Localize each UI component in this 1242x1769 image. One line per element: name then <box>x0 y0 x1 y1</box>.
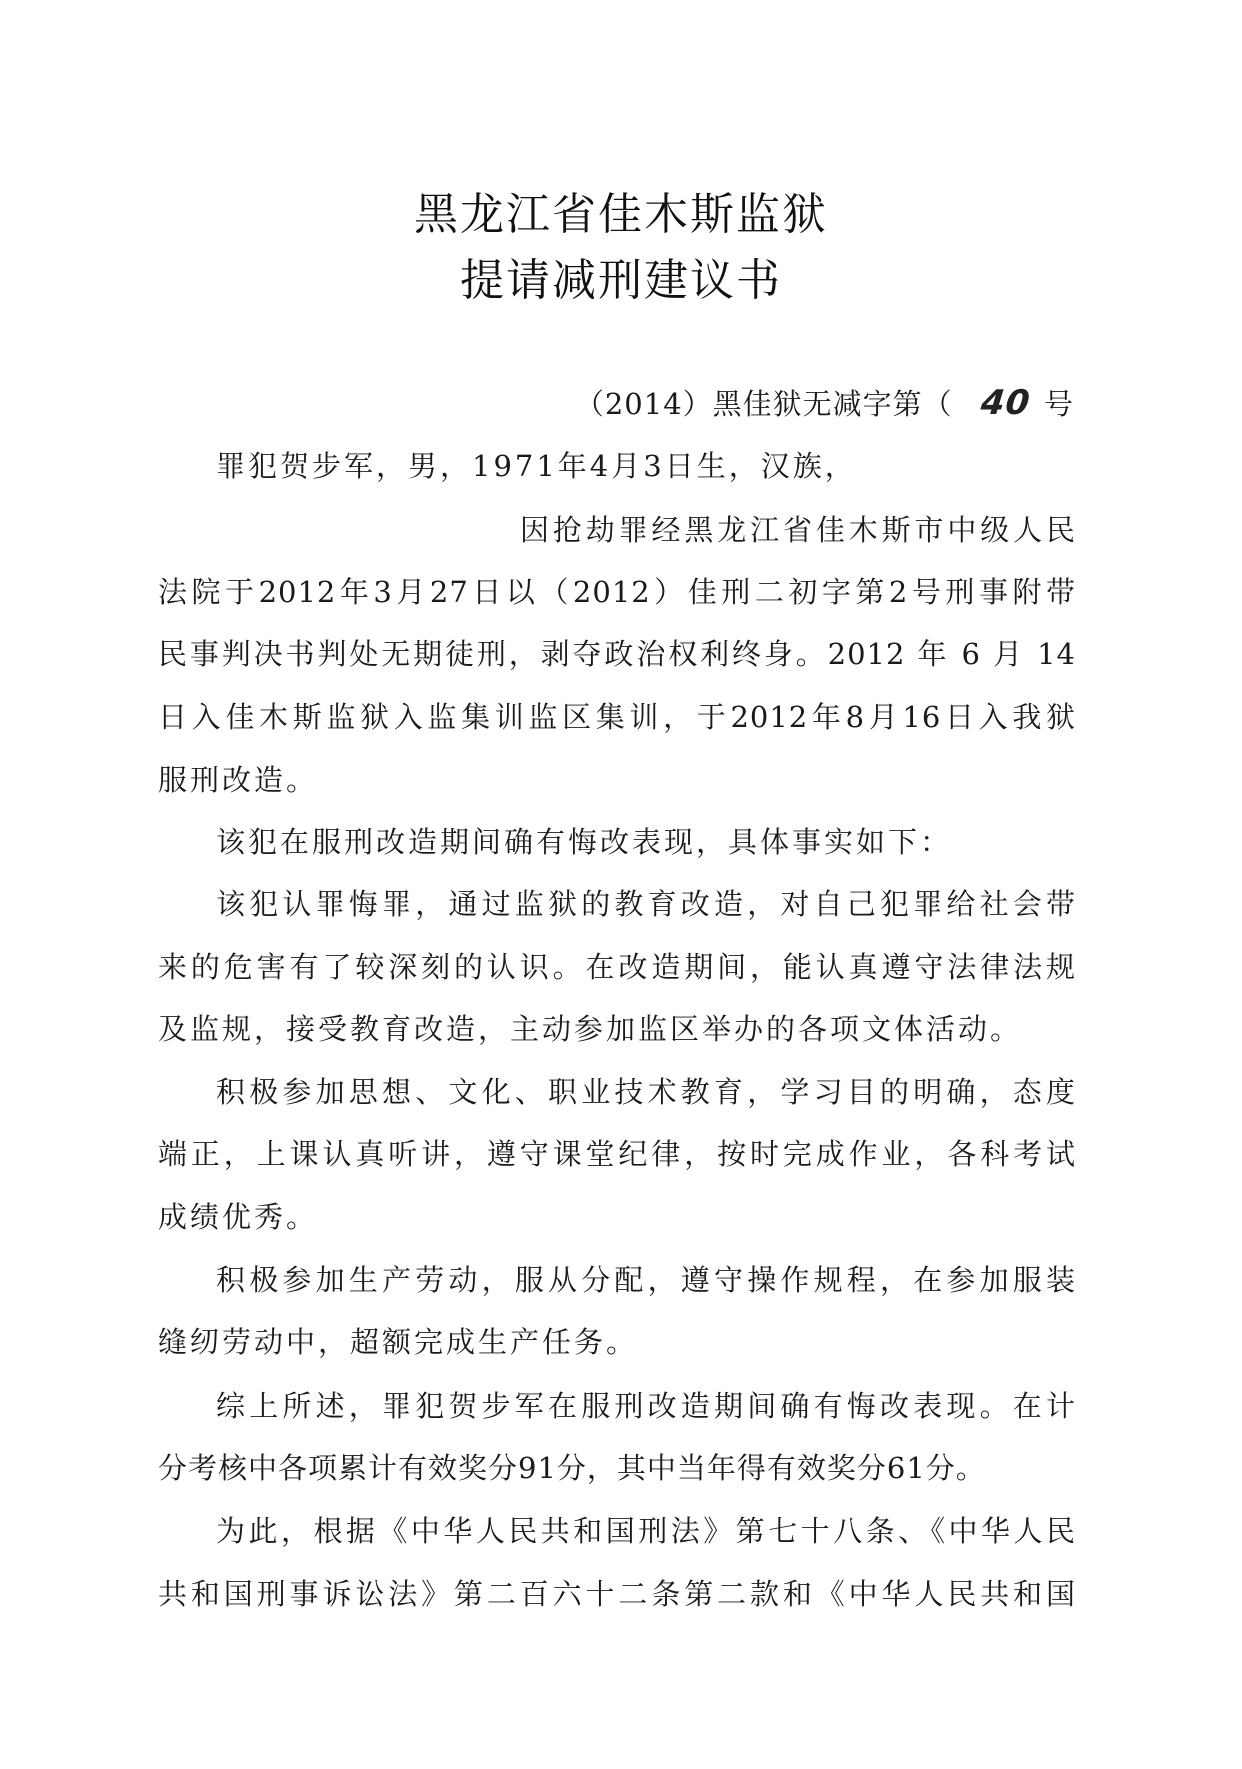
body-line: 分考核中各项累计有效奖分91分，其中当年得有效奖分61分。 <box>158 1451 986 1485</box>
body-line: 及监规，接受教育改造，主动参加监区举办的各项文体活动。 <box>158 1012 1023 1046</box>
document-number-suffix: 号 <box>1043 387 1074 421</box>
body-line: 成绩优秀。 <box>158 1200 319 1234</box>
document-title-line1: 黑龙江省佳木斯监狱 <box>414 189 828 240</box>
body-line: 民事判决书判处无期徒刑，剥夺政治权利终身。2012 年 6 月 14 <box>158 637 1076 671</box>
body-line: 综上所述，罪犯贺步军在服刑改造期间确有悔改表现。在计 <box>216 1389 1076 1423</box>
body-line: 端正，上课认真听讲，遵守课堂纪律，按时完成作业，各科考试 <box>158 1137 1076 1171</box>
document-number-handwritten: 40 <box>978 383 1033 423</box>
body-line: 为此，根据《中华人民共和国刑法》第七十八条、《中华人民 <box>216 1514 1076 1548</box>
body-line: 共和国刑事诉讼法》第二百六十二条第二款和《中华人民共和国 <box>158 1577 1076 1611</box>
body-line: 缝纫劳动中，超额完成生产任务。 <box>158 1325 639 1359</box>
body-line: 日入佳木斯监狱入监集训监区集训，于2012年8月16日入我狱 <box>158 700 1076 734</box>
body-line: 积极参加生产劳动，服从分配，遵守操作规程，在参加服装 <box>216 1263 1076 1297</box>
body-line: 该犯认罪悔罪，通过监狱的教育改造，对自己犯罪给社会带 <box>216 887 1076 921</box>
body-line: 来的危害有了较深刻的认识。在改造期间，能认真遵守法律法规 <box>158 950 1076 984</box>
body-line: 积极参加思想、文化、职业技术教育，学习目的明确，态度 <box>216 1075 1076 1109</box>
document-number-prefix: （2014）黑佳狱无减字第（ <box>574 387 953 421</box>
document-number <box>575 382 1074 423</box>
body-line: 法院于2012年3月27日以（2012）佳刑二初字第2号刑事附带 <box>158 575 1076 609</box>
body-line: 因抢劫罪经黑龙江省佳木斯市中级人民 <box>520 513 1076 547</box>
body-line: 该犯在服刑改造期间确有悔改表现，具体事实如下： <box>216 825 953 859</box>
document-title-line2: 提请减刑建议书 <box>460 255 782 306</box>
body-line: 罪犯贺步军，男，1971年4月3日生，汉族， <box>216 449 857 483</box>
body-line: 服刑改造。 <box>158 763 319 797</box>
